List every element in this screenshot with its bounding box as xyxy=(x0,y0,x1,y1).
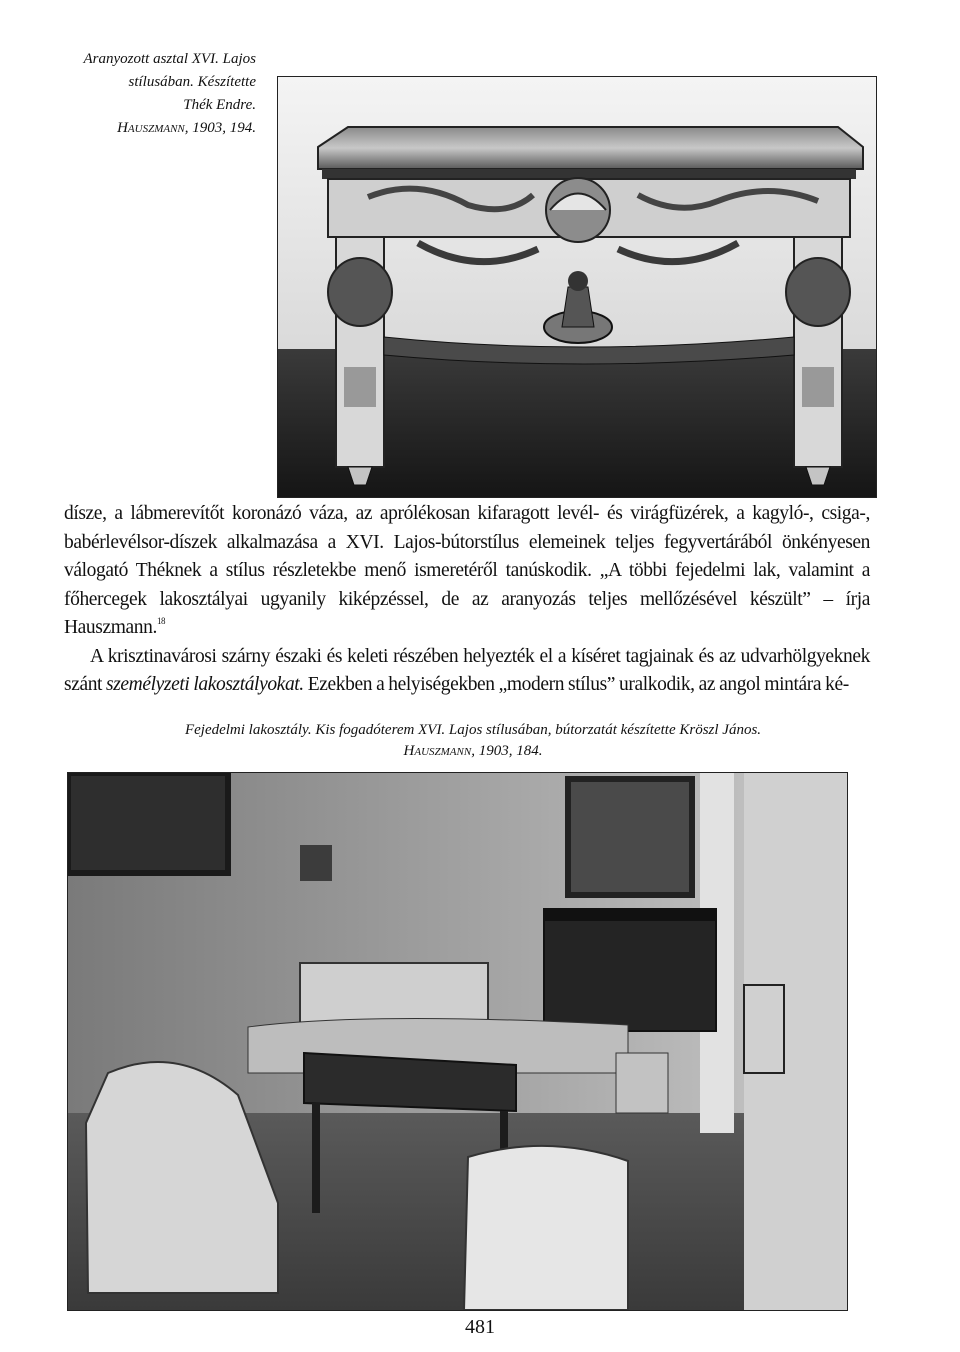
caption-source-detail: , 1903, 194. xyxy=(184,120,256,136)
photo-reception-room xyxy=(67,772,848,1311)
emphasis-term: személyzeti lakosztályokat. xyxy=(106,674,304,695)
footnote-ref: 18 xyxy=(156,616,166,626)
caption-line: stílusában. Készítette xyxy=(128,74,256,90)
gilded-table-illustration xyxy=(278,77,876,497)
paragraph xyxy=(64,643,870,700)
caption-source-detail: , 1903, 184. xyxy=(471,743,543,759)
figure-caption-room xyxy=(120,720,826,762)
paragraph xyxy=(64,500,870,643)
photo-gilded-table xyxy=(277,76,877,498)
caption-source xyxy=(56,117,256,140)
caption-line: Thék Endre. xyxy=(183,97,256,113)
caption-source xyxy=(120,741,826,762)
figure-caption-table xyxy=(56,48,256,140)
caption-source-author: Hauszmann xyxy=(117,120,185,136)
caption-line: Fejedelmi lakosztály. Kis fogadóterem XVI. Lajos stílusában, bútorzatát készítette Kröszl János. xyxy=(184,722,762,738)
paragraph-text: A krisztinavárosi szárny északi és keleti részében helyezték el a kíséret tagjainak és az udvarhölgyeknek szánt xyxy=(64,645,870,695)
caption-source-author: Hauszmann xyxy=(403,743,472,759)
paragraph-text: dísze, a lábmerevítőt koronázó váza, az aprólékosan kifaragott levél- és virágfüzérek, a kagyló-, csiga-, babérlevélsor-díszek alkalmazása a XVI. Lajos-bútorstílus elemeinek teljes fegyvertárából önkényesen válogató Théknek a stílus részletekbe menő ismeretéről tanúskodik. „A többi fejedelmi lak, valamint a főhercegek lakosztályai ugyanily kiképzéssel, de az aranyozás teljes mellőzésével készült” – írja Hauszmann. xyxy=(64,503,870,638)
paragraph-text: Ezekben a helyiségekben „modern stílus” uralkodik, az angol mintára ké- xyxy=(303,674,849,695)
body-text xyxy=(64,500,870,700)
caption-line: Aranyozott asztal XVI. Lajos xyxy=(83,51,256,67)
page-number: 481 xyxy=(465,1316,495,1338)
reception-room-illustration xyxy=(68,773,847,1310)
